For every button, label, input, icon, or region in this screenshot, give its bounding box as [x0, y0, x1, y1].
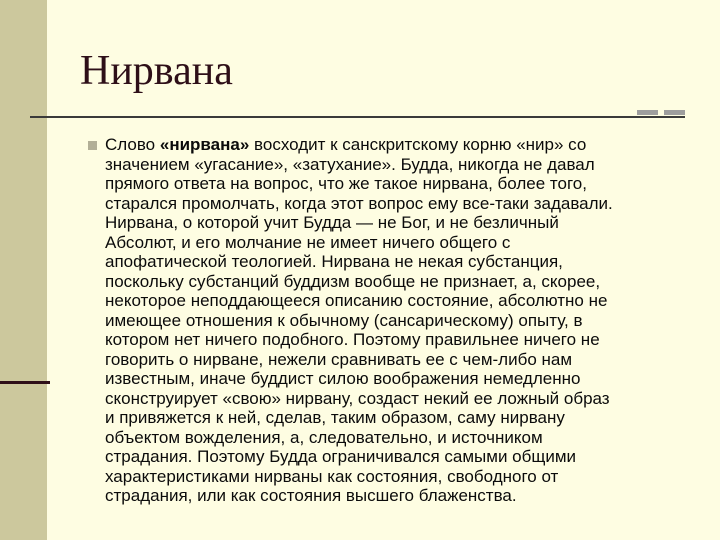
- body-first-line: [105, 135, 695, 155]
- body-line: апофатической теологией. Нирвана не некая субстанция,: [105, 252, 563, 271]
- body-line: поскольку субстанций буддизм вообще не признает, а, скорее,: [105, 271, 601, 291]
- lead-word: Слово: [105, 135, 160, 154]
- divider-accent-right: [664, 110, 685, 115]
- bullet-marker: [88, 141, 97, 150]
- body-line: имеющее отношения к обычному (сансарическому) опыту, в: [105, 310, 583, 330]
- body-line: прямого ответа на вопрос, что же такое нирвана, более того,: [105, 174, 587, 193]
- body-line: восходит к санскритскому корню «нир» со: [249, 135, 587, 154]
- slide-title: Нирвана: [80, 48, 233, 94]
- title-divider: [30, 116, 685, 118]
- left-side-band: [0, 0, 47, 540]
- body-line: старался промолчать, когда этот вопрос ему все-таки задавали.: [105, 193, 613, 213]
- body-line: страдания, или как состояния высшего блаженства.: [105, 486, 517, 505]
- divider-accent-left: [637, 110, 658, 115]
- body-line: некоторое неподдающееся описанию состояние, абсолютно не: [105, 291, 608, 310]
- body-line: страдания. Поэтому Будда ограничивался самыми общими: [105, 447, 577, 466]
- body-line: значением «угасание», «затухание». Будда, никогда не давал: [105, 154, 595, 174]
- body-line: котором нет ничего подобного. Поэтому правильнее ничего не: [105, 330, 600, 349]
- highlighted-term: «нирвана»: [159, 135, 250, 154]
- side-band-accent-line: [0, 381, 50, 384]
- body-line: Нирвана, о которой учит Будда — не Бог, и не безличный: [105, 213, 559, 232]
- body-line: характеристиками нирваны как состояния, свободного от: [105, 466, 559, 486]
- body-line: известным, иначе буддист силою воображения немедленно: [105, 369, 581, 388]
- body-line: сконструирует «свою» нирвану, создаст некий ее ложный образ: [105, 388, 610, 408]
- slide-body-paragraph: [105, 135, 695, 506]
- body-line: говорить о нирване, нежели сравнивать ее с чем-либо нам: [105, 349, 573, 369]
- body-line: и привяжется к ней, сделав, таким образом, саму нирвану: [105, 408, 565, 427]
- body-line: объектом вожделения, а, следовательно, и источником: [105, 427, 543, 447]
- body-line: Абсолют, и его молчание не имеет ничего общего с: [105, 232, 511, 252]
